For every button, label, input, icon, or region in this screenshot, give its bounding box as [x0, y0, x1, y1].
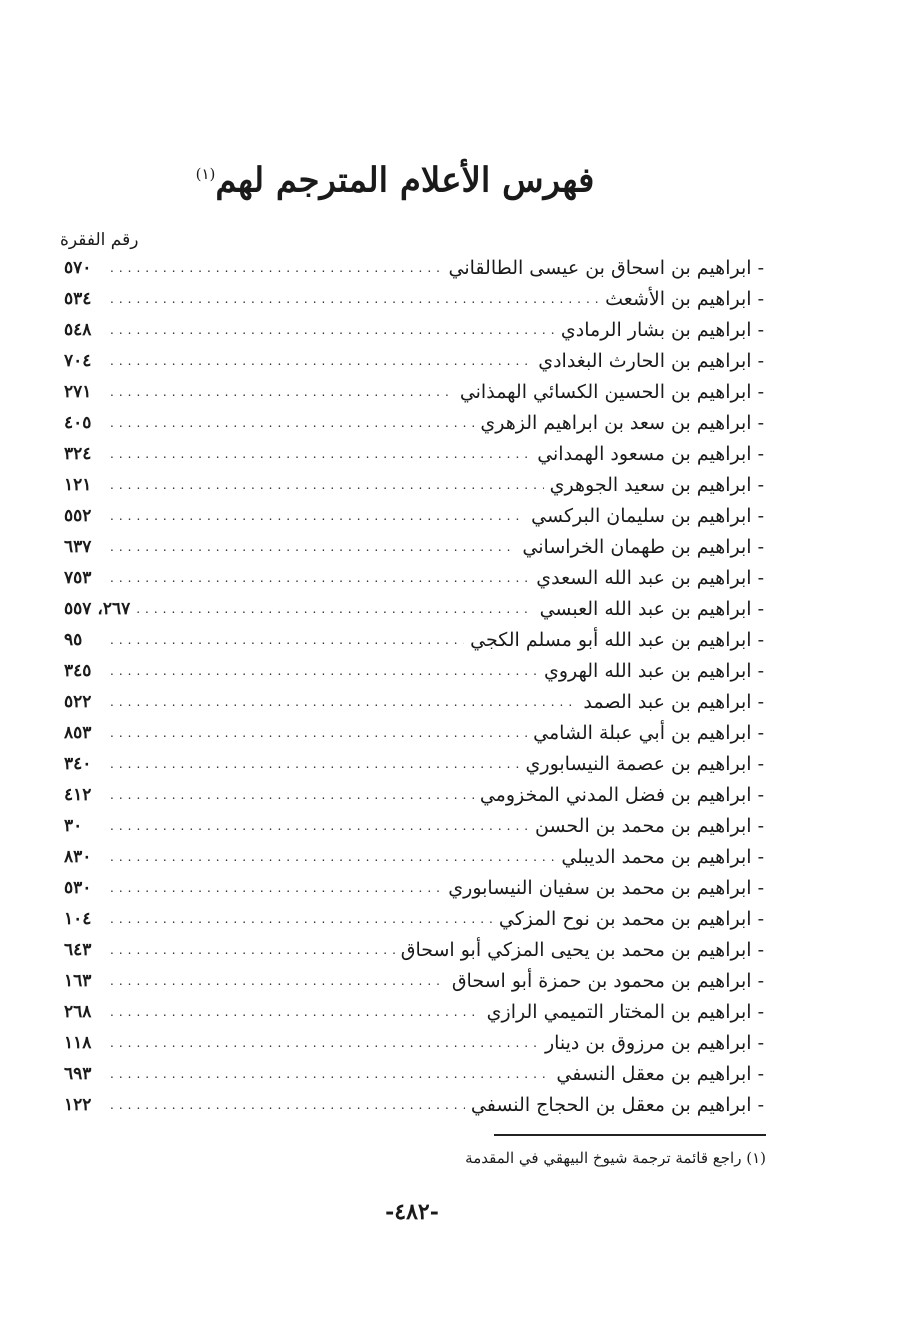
entry-name: - ابراهيم بن مرزوق بن دينار — [544, 1032, 764, 1054]
dot-leader — [110, 780, 474, 811]
entry-name: - ابراهيم بن عبد الله السعدي — [536, 567, 764, 589]
entry-paragraph-number: ٣٢٤ — [64, 444, 92, 464]
index-entry — [64, 656, 764, 687]
entry-name: - ابراهيم بن سعيد الجوهري — [549, 474, 764, 496]
entry-paragraph-number: ٣٠ — [64, 816, 83, 836]
entry-name: - ابراهيم بن الحسين الكسائي الهمذاني — [459, 381, 764, 403]
entry-paragraph-number: ٦٩٣ — [64, 1064, 92, 1084]
entry-name: - ابراهيم بن اسحاق بن عيسى الطالقاني — [448, 257, 764, 279]
dot-leader — [110, 253, 443, 284]
index-entry — [64, 718, 764, 749]
index-entry — [64, 532, 764, 563]
index-entry — [64, 470, 764, 501]
dot-leader — [136, 594, 533, 625]
entry-paragraph-number: ١١٨ — [64, 1033, 92, 1053]
entry-paragraph-number: ٤١٢ — [64, 785, 92, 805]
index-entry — [64, 315, 764, 346]
entry-name: - ابراهيم بن عصمة النيسابوري — [525, 753, 764, 775]
index-entry — [64, 935, 764, 966]
dot-leader — [110, 377, 454, 408]
index-title-text: فهرس الأعلام المترجم لهم — [215, 160, 595, 201]
index-entry — [64, 780, 764, 811]
dot-leader — [110, 904, 493, 935]
entry-name: - ابراهيم بن مسعود الهمداني — [537, 443, 764, 465]
index-entry — [64, 811, 764, 842]
index-entry — [64, 377, 764, 408]
index-entry — [64, 1028, 764, 1059]
dot-leader — [110, 873, 442, 904]
index-entry — [64, 253, 764, 284]
entry-paragraph-number: ٧٠٤ — [64, 351, 92, 371]
entry-paragraph-number: ٥٣٤ — [64, 289, 92, 309]
dot-leader — [110, 563, 530, 594]
dot-leader — [110, 408, 474, 439]
index-entry — [64, 284, 764, 315]
dot-leader — [110, 811, 529, 842]
index-entry — [64, 408, 764, 439]
dot-leader — [110, 1028, 539, 1059]
entry-paragraph-number: ٥٣٠ — [64, 878, 92, 898]
page-number: -٤٨٢- — [385, 1199, 439, 1225]
dot-leader — [110, 625, 464, 656]
dot-leader — [110, 1090, 465, 1121]
entry-name: - ابراهيم بن فضل المدني المخزومي — [479, 784, 764, 806]
entry-name: - ابراهيم بن سعد بن ابراهيم الزهري — [480, 412, 764, 434]
entry-name: - ابراهيم بن معقل النسفي — [556, 1063, 764, 1085]
entry-name: - ابراهيم بن محمد بن يحيى المزكي أبو اسحاق — [400, 939, 764, 961]
entry-paragraph-number: ٨٥٣ — [64, 723, 92, 743]
dot-leader — [110, 470, 544, 501]
entry-name: - ابراهيم بن معقل بن الحجاج النسفي — [470, 1094, 764, 1116]
dot-leader — [110, 749, 520, 780]
dot-leader — [110, 346, 532, 377]
entry-name: - ابراهيم بن محمد بن الحسن — [535, 815, 764, 837]
dot-leader — [110, 315, 555, 346]
entry-paragraph-number: ٦٣٧ — [64, 537, 92, 557]
entry-name: - ابراهيم بن بشار الرمادي — [560, 319, 764, 341]
index-entry — [64, 966, 764, 997]
index-entry — [64, 625, 764, 656]
index-entry — [64, 1090, 764, 1121]
index-entry — [64, 904, 764, 935]
entry-paragraph-number: ٥٧٠ — [64, 258, 92, 278]
entry-paragraph-number: ٤٠٥ — [64, 413, 92, 433]
dot-leader — [110, 656, 538, 687]
entry-paragraph-number: ٥٢٢ — [64, 692, 92, 712]
entry-name: - ابراهيم بن الحارث البغدادي — [538, 350, 764, 372]
dot-leader — [110, 966, 446, 997]
dot-leader — [110, 842, 555, 873]
entry-paragraph-number: ١٢١ — [64, 475, 92, 495]
index-entry — [64, 997, 764, 1028]
entry-paragraph-number: ٣٤٥ — [64, 661, 92, 681]
dot-leader — [110, 935, 395, 966]
dot-leader — [110, 997, 481, 1028]
dot-leader — [110, 284, 599, 315]
index-entry — [64, 1059, 764, 1090]
index-entry — [64, 749, 764, 780]
entry-name: - ابراهيم بن عبد الله الهروي — [543, 660, 764, 682]
entry-paragraph-number: ٢٦٨ — [64, 1002, 92, 1022]
entry-name: - ابراهيم بن محمود بن حمزة أبو اسحاق — [451, 970, 764, 992]
dot-leader — [110, 718, 527, 749]
entry-name: - ابراهيم بن الأشعث — [605, 288, 764, 310]
entry-name: - ابراهيم بن المختار التميمي الرازي — [486, 1001, 764, 1023]
index-entry — [64, 873, 764, 904]
paragraph-number-column-header: رقم الفقرة — [60, 230, 139, 250]
entry-name: - ابراهيم بن أبي عبلة الشامي — [533, 722, 764, 744]
entry-name: - ابراهيم بن سليمان البركسي — [531, 505, 764, 527]
entry-paragraph-number: ٣٤٠ — [64, 754, 92, 774]
index-entry — [64, 594, 764, 625]
entry-paragraph-number: ٢٧١ — [64, 382, 92, 402]
dot-leader — [110, 532, 516, 563]
entry-name: - ابراهيم بن عبد الله العبسي — [539, 598, 764, 620]
entry-name: - ابراهيم بن عبد الله أبو مسلم الكجي — [470, 629, 764, 651]
entry-paragraph-number: ١٠٤ — [64, 909, 92, 929]
entry-name: - ابراهيم بن محمد بن نوح المزكي — [498, 908, 764, 930]
title-footnote-marker: (١) — [195, 165, 216, 183]
dot-leader — [110, 1059, 550, 1090]
index-entry — [64, 687, 764, 718]
entry-name: - ابراهيم بن عبد الصمد — [583, 691, 764, 713]
footnote: (١) راجع قائمة ترجمة شيوخ البيهقي في المقدمة — [465, 1149, 766, 1167]
entry-name: - ابراهيم بن طهمان الخراساني — [522, 536, 764, 558]
entry-paragraph-number: ٦٤٣ — [64, 940, 92, 960]
entry-name: - ابراهيم بن محمد الديبلي — [561, 846, 764, 868]
entry-paragraph-number: ٧٥٣ — [64, 568, 92, 588]
entry-paragraph-number: ٩٥ — [64, 630, 83, 650]
entry-paragraph-number: ١٦٣ — [64, 971, 92, 991]
entry-paragraph-number: ٢٦٧، ٥٥٧ — [64, 599, 131, 619]
index-entry — [64, 563, 764, 594]
entry-paragraph-number: ٥٥٢ — [64, 506, 92, 526]
dot-leader — [110, 687, 577, 718]
index-entry — [64, 346, 764, 377]
index-entries-list — [64, 253, 764, 1121]
entry-paragraph-number: ١٢٢ — [64, 1095, 92, 1115]
footnote-divider — [494, 1134, 766, 1136]
entry-paragraph-number: ٨٣٠ — [64, 847, 92, 867]
dot-leader — [110, 501, 525, 532]
entry-name: - ابراهيم بن محمد بن سفيان النيسابوري — [448, 877, 764, 899]
index-entry — [64, 501, 764, 532]
index-entry — [64, 842, 764, 873]
index-entry — [64, 439, 764, 470]
index-title — [0, 150, 790, 204]
dot-leader — [110, 439, 531, 470]
entry-paragraph-number: ٥٤٨ — [64, 320, 92, 340]
